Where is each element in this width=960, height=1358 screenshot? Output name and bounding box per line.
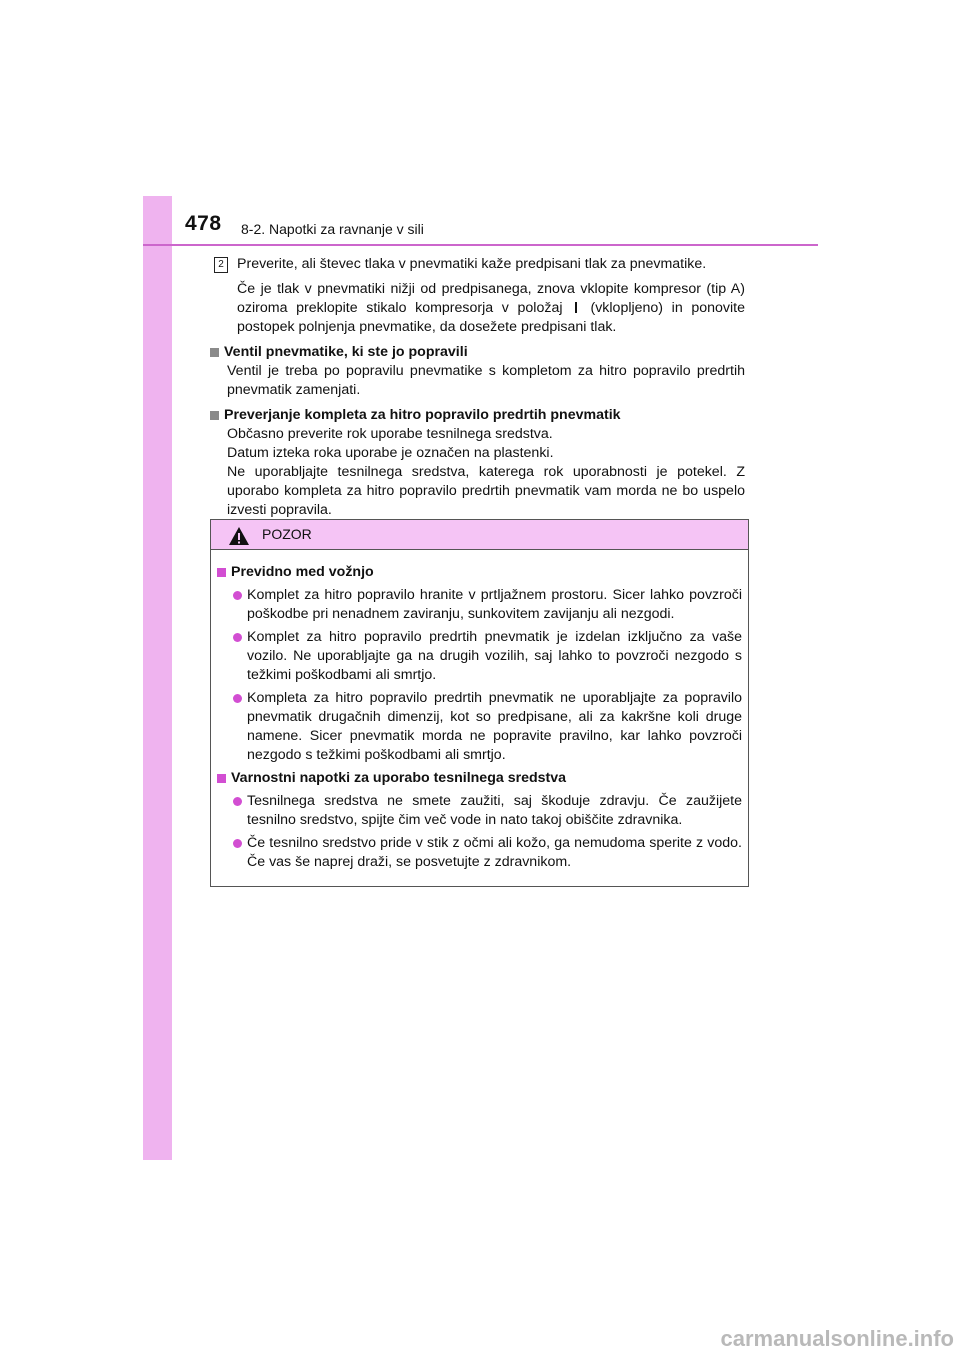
caution-bullet-text: Komplet za hitro popravilo hranite v prtljažnem prostoru. Sicer lahko povzroči poškodbe pri nenadnem zaviranju, sunkovitem zavijanju ali nezgodi. bbox=[247, 587, 742, 622]
caution-bullet-text: Tesnilnega sredstva ne smete zaužiti, saj škoduje zdravju. Če zaužijete tesnilno sredstvo, spijte čim več vode in nato takoj obiščite zdravnika. bbox=[247, 793, 742, 828]
step-note-part1: Če je tlak v pnevmatiki nižji od predpisanega, znova vklopite kompresor (tip A) oziroma preklopite stikalo kompresorja v položaj bbox=[237, 281, 745, 316]
caution-box bbox=[210, 519, 749, 887]
caution-bullet-text: Kompleta za hitro popravilo predrtih pnevmatik ne uporabljajte za popravilo pnevmatik drugačnih dimenzij, kot so predpisane, ali za kakršne koli druge namene. Sicer pnevmatik morda ne popravite pravilno, kar lahko povzroči nezgodo s težkimi poškodbami ali smrtjo. bbox=[247, 690, 742, 763]
caution-bullet bbox=[217, 792, 742, 830]
circle-bullet-icon bbox=[233, 797, 242, 806]
section-heading bbox=[210, 406, 745, 425]
caution-title: POZOR bbox=[262, 526, 312, 542]
section-heading bbox=[210, 343, 745, 362]
section-heading-text: Preverjanje kompleta za hitro popravilo predrtih pnevmatik bbox=[224, 407, 621, 423]
circle-bullet-icon bbox=[233, 633, 242, 642]
caution-bullet-text: Če tesnilno sredstvo pride v stik z očmi ali kožo, ga nemudoma sperite z vodo. Če vas še naprej draži, se posvetujte z zdravnikom. bbox=[247, 835, 742, 870]
caution-heading-text: Varnostni napotki za uporabo tesnilnega sredstva bbox=[231, 770, 567, 786]
section-text-line: Ne uporabljajte tesnilnega sredstva, katerega rok uporabnosti je potekel. Z uporabo kompleta za hitro popravilo predrtih pnevmatik vam morda ne bo uspelo izvesti popravila. bbox=[227, 464, 745, 518]
section-heading-text: Ventil pnevmatike, ki ste jo popravili bbox=[224, 344, 468, 360]
caution-heading-text: Previdno med vožnjo bbox=[231, 564, 374, 580]
circle-bullet-icon bbox=[233, 839, 242, 848]
step-2 bbox=[210, 255, 745, 274]
square-bullet-icon bbox=[217, 774, 226, 783]
watermark-logo bbox=[710, 1318, 960, 1358]
square-bullet-icon bbox=[210, 348, 219, 357]
switch-on-symbol-icon bbox=[575, 302, 577, 313]
main-content bbox=[210, 252, 745, 520]
caution-bullet bbox=[217, 689, 742, 765]
watermark-text: carmanualsonline.info bbox=[720, 1326, 954, 1351]
caution-header bbox=[211, 520, 748, 550]
page-header bbox=[185, 212, 818, 248]
square-bullet-icon bbox=[217, 568, 226, 577]
step-number-badge: 2 bbox=[214, 257, 228, 273]
caution-heading bbox=[217, 563, 742, 582]
step-note bbox=[210, 280, 745, 337]
page-number: 478 bbox=[185, 212, 222, 235]
step-text: Preverite, ali števec tlaka v pnevmatiki kaže predpisani tlak za pnevmatike. bbox=[237, 256, 707, 272]
section-text-line: Datum izteka roka uporabe je označen na plastenki. bbox=[227, 445, 554, 461]
section-text: Ventil je treba po popravilu pnevmatike s kompletom za hitro popravilo predrtih pnevmatik zamenjati. bbox=[227, 363, 745, 398]
header-divider bbox=[143, 244, 818, 246]
chapter-sidebar-tab bbox=[143, 196, 172, 1160]
circle-bullet-icon bbox=[233, 591, 242, 600]
caution-body bbox=[211, 550, 748, 872]
circle-bullet-icon bbox=[233, 694, 242, 703]
caution-heading bbox=[217, 769, 742, 788]
section-text-line: Občasno preverite rok uporabe tesnilnega sredstva. bbox=[227, 426, 553, 442]
caution-bullet-text: Komplet za hitro popravilo predrtih pnevmatik je izdelan izključno za vaše vozilo. Ne uporabljajte ga na drugih vozilih, saj lahko to povzroči nezgodo s težkimi poškodbami ali smrtjo. bbox=[247, 629, 742, 683]
warning-triangle-icon bbox=[228, 526, 250, 546]
step-note-part2: (vklopljeno) in ponovite postopek polnjenja pnevmatike, da dosežete predpisani tlak. bbox=[237, 300, 745, 335]
caution-bullet bbox=[217, 834, 742, 872]
caution-bullet bbox=[217, 586, 742, 624]
square-bullet-icon bbox=[210, 411, 219, 420]
section-title: 8-2. Napotki za ravnanje v sili bbox=[241, 221, 424, 237]
caution-bullet bbox=[217, 628, 742, 685]
